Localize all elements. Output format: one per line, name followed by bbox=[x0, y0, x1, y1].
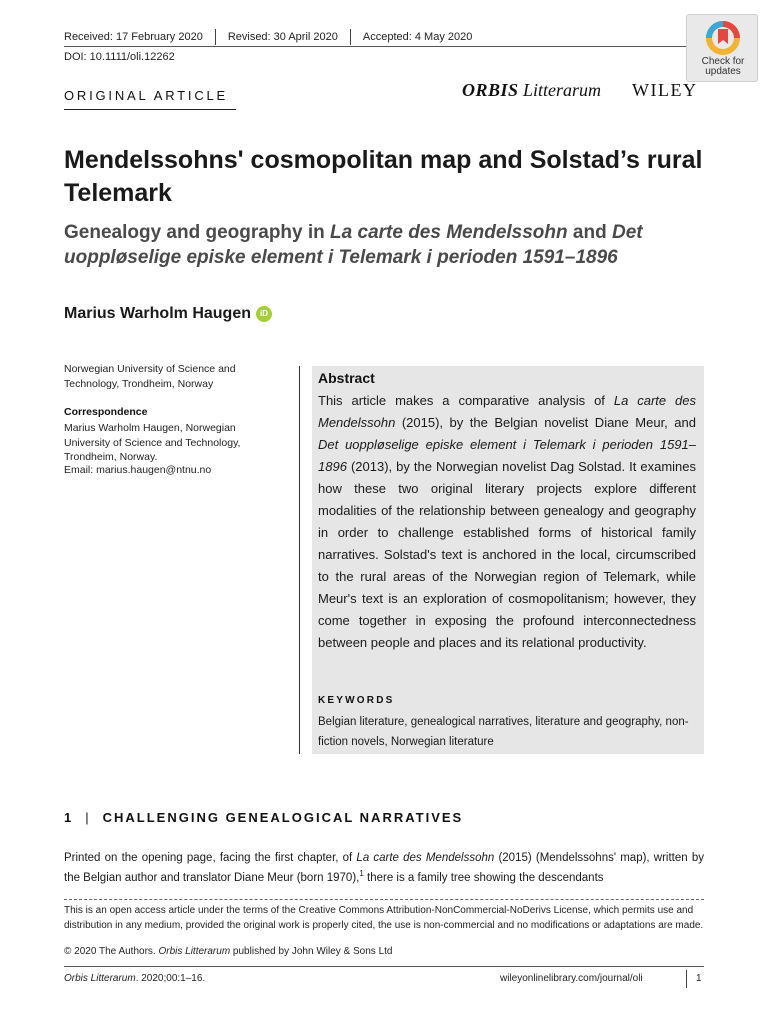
license-notice: This is an open access article under the terms of the Creative Commons Attribution-NonCommercial-NoDerivs License, which permits use and distribution in any medium, provided the original work is properly cited, the use is non-commercial and no modifications or adaptations are made. bbox=[64, 905, 704, 931]
journal-logo: ORBIS Litterarum bbox=[462, 80, 602, 100]
article-type-rule bbox=[64, 109, 236, 110]
citation: Orbis Litterarum. 2020;00:1–16. bbox=[64, 973, 206, 984]
footer-separator bbox=[686, 970, 687, 988]
correspondence-address: Marius Warholm Haugen, Norwegian University of Science and Technology, Trondheim, Norway. bbox=[64, 422, 241, 463]
abstract-text: This article makes a comparative analysis of La carte des Mendelssohn (2015), by the Belgian novelist Diane Meur, and Det uoppløselige episke element i Telemark i perioden 1591–1896 (2013), by the Norwegian novelist Dag Solstad. It examines how these two original literary projects explore different modalities of the relationship between genealogy and geography in order to challenge established forms of historical family narratives. Solstad's text is anchored in the local, circumscribed to the rural areas of the Norwegian region of Telemark, while Meur's text is an exploration of cosmopolitanism; however, they come together in exposing the profound interconnectedness between people and places and its relational productivity. bbox=[318, 393, 697, 650]
article-title: Mendelssohns' cosmopolitan map and Solstad’s rural Telemark bbox=[64, 146, 703, 207]
copyright-notice: © 2020 The Authors. Orbis Litterarum published by John Wiley & Sons Ltd bbox=[64, 946, 393, 957]
author-affiliation: Norwegian University of Science and Technology, Trondheim, Norway bbox=[64, 363, 236, 390]
received-date: Received: 17 February 2020 bbox=[64, 31, 203, 43]
date-separator bbox=[215, 29, 216, 45]
orcid-icon[interactable]: iD bbox=[256, 306, 272, 322]
header-rule bbox=[64, 46, 704, 47]
publisher-logo: WILEY bbox=[632, 80, 698, 100]
crossmark-icon bbox=[705, 20, 741, 56]
correspondence-heading: Correspondence bbox=[64, 406, 148, 418]
page-number: 1 bbox=[696, 973, 702, 984]
footnote-ref[interactable]: 1 bbox=[359, 869, 364, 879]
section-number: 1 bbox=[64, 810, 74, 825]
date-separator bbox=[350, 29, 351, 45]
article-subtitle: Genealogy and geography in La carte des Mendelssohn and Det uoppløselige episke element i Telemark i perioden 1591–1896 bbox=[64, 222, 643, 268]
doi[interactable]: DOI: 10.1111/oli.12262 bbox=[64, 51, 175, 63]
article-dates bbox=[64, 30, 704, 44]
journal-url[interactable]: wileyonlinelibrary.com/journal/oli bbox=[500, 973, 643, 984]
correspondence-email[interactable]: Email: marius.haugen@ntnu.no bbox=[64, 464, 212, 476]
section-title: CHALLENGING GENEALOGICAL NARRATIVES bbox=[102, 810, 464, 825]
crossmark-label: Check for updates bbox=[701, 56, 745, 77]
accepted-date: Accepted: 4 May 2020 bbox=[362, 31, 473, 43]
keywords-list: Belgian literature, genealogical narratives, literature and geography, non-fiction novels, Norwegian literature bbox=[318, 716, 689, 748]
section-heading: 1 | CHALLENGING GENEALOGICAL NARRATIVES bbox=[64, 810, 464, 825]
article-type: ORIGINAL ARTICLE bbox=[64, 88, 229, 103]
column-divider bbox=[299, 366, 300, 754]
author-name: Marius Warholm Haugen iD bbox=[64, 305, 272, 323]
check-for-updates-button[interactable] bbox=[686, 14, 758, 82]
revised-date: Revised: 30 April 2020 bbox=[227, 31, 338, 43]
footnote-divider bbox=[64, 899, 704, 900]
keywords-heading: KEYWORDS bbox=[318, 695, 395, 706]
abstract-heading: Abstract bbox=[318, 370, 375, 386]
footer-rule bbox=[64, 966, 704, 967]
body-paragraph: Printed on the opening page, facing the first chapter, of La carte des Mendelssohn (2015) (Mendelssohns' map), written by the Belgian author and translator Diane Meur (born 1970),$^1$ there is a family tree showing the descendants bbox=[64, 852, 704, 884]
